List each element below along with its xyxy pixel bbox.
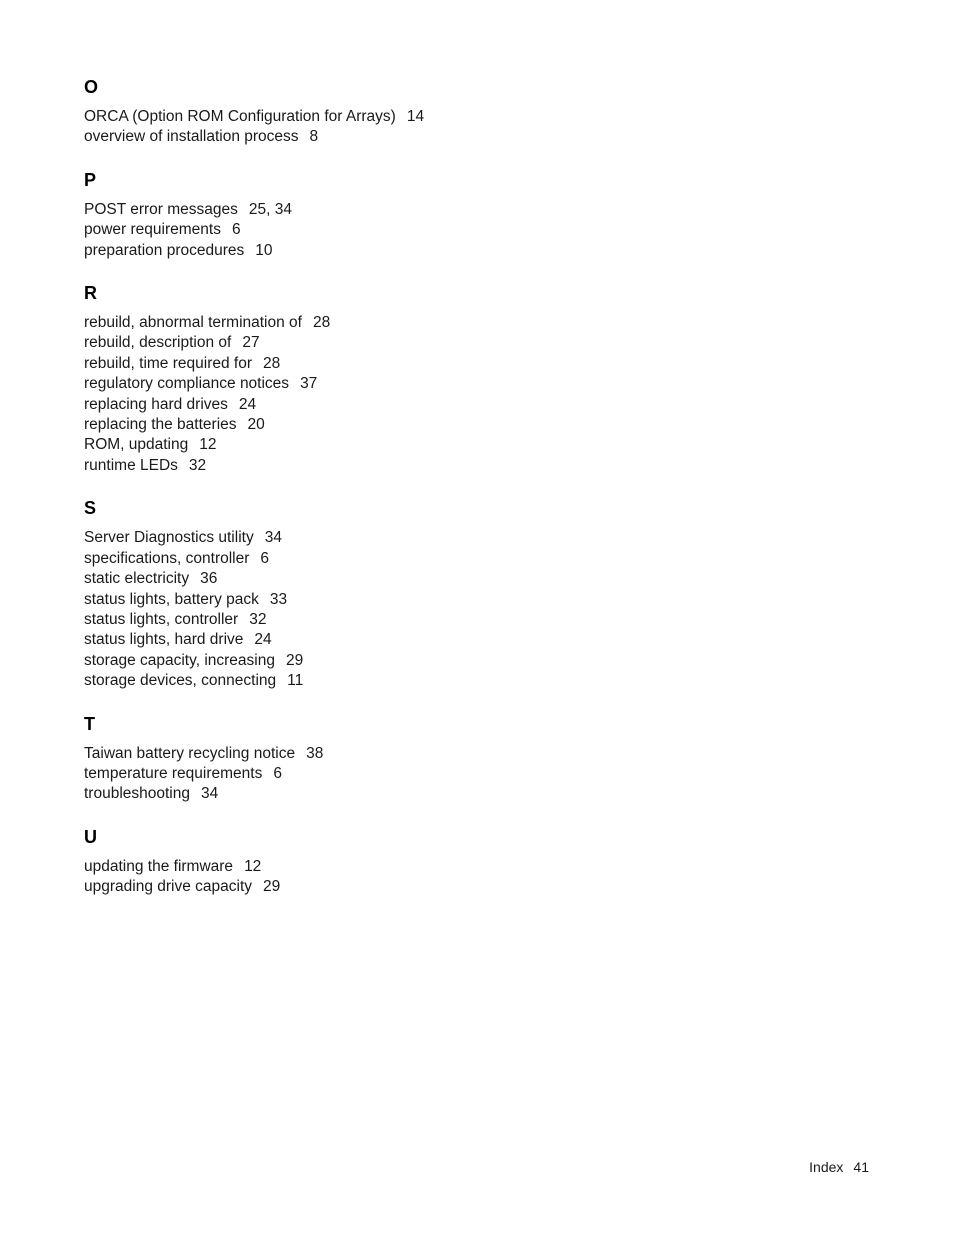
entry-pages: 33 bbox=[269, 590, 288, 608]
index-entry bbox=[84, 610, 684, 630]
index-entry bbox=[84, 107, 684, 127]
entry-term: rebuild, description of bbox=[84, 334, 232, 352]
entry-term: overview of installation process bbox=[84, 128, 299, 146]
entry-term: regulatory compliance notices bbox=[84, 375, 290, 393]
footer-label: Index bbox=[809, 1159, 844, 1175]
entry-term: storage capacity, increasing bbox=[84, 651, 275, 669]
index-entry bbox=[84, 354, 684, 374]
entry-term: replacing the batteries bbox=[84, 416, 237, 434]
entry-pages: 10 bbox=[255, 241, 273, 259]
entry-pages: 37 bbox=[300, 375, 318, 393]
index-entry bbox=[84, 671, 684, 691]
entry-term: POST error messages bbox=[84, 200, 238, 218]
entry-pages: 29 bbox=[263, 878, 281, 896]
page-footer bbox=[809, 1158, 869, 1176]
entry-pages: 34 bbox=[201, 785, 219, 803]
index-section-s bbox=[84, 497, 684, 691]
index-entry bbox=[84, 435, 684, 455]
index-entry bbox=[84, 590, 684, 610]
entry-term: preparation procedures bbox=[84, 241, 245, 259]
entry-pages: 6 bbox=[260, 549, 270, 567]
entry-term: troubleshooting bbox=[84, 785, 190, 803]
entry-term: updating the firmware bbox=[84, 857, 234, 875]
index-entry bbox=[84, 415, 684, 435]
entry-pages: 28 bbox=[263, 354, 281, 372]
entry-term: replacing hard drives bbox=[84, 395, 228, 413]
index-entry bbox=[84, 651, 684, 671]
entry-pages: 32 bbox=[188, 456, 207, 474]
entry-pages: 38 bbox=[306, 744, 324, 762]
index-entry bbox=[84, 764, 684, 784]
index-entry bbox=[84, 549, 684, 569]
index-entry bbox=[84, 528, 684, 548]
entry-pages: 20 bbox=[247, 416, 265, 434]
section-letter: R bbox=[84, 283, 97, 304]
entry-term: ORCA (Option ROM Configuration for Arrays) bbox=[84, 108, 396, 125]
entry-pages: 27 bbox=[242, 334, 260, 352]
index-entry bbox=[84, 744, 684, 764]
index-section-r bbox=[84, 282, 684, 476]
entry-pages: 36 bbox=[200, 570, 218, 588]
entry-pages: 29 bbox=[285, 651, 304, 669]
entry-pages: 32 bbox=[249, 610, 267, 628]
entry-term: status lights, battery pack bbox=[84, 590, 259, 608]
index-entry bbox=[84, 456, 684, 476]
entry-term: temperature requirements bbox=[84, 764, 263, 782]
entry-pages: 6 bbox=[231, 221, 241, 239]
entry-term: status lights, hard drive bbox=[84, 631, 244, 649]
index-section-o bbox=[84, 76, 684, 148]
entry-pages: 8 bbox=[309, 128, 319, 146]
index-content bbox=[84, 76, 684, 919]
entry-term: upgrading drive capacity bbox=[84, 878, 253, 896]
index-entry bbox=[84, 313, 684, 333]
entry-term: Server Diagnostics utility bbox=[84, 529, 254, 547]
index-section-p bbox=[84, 169, 684, 261]
index-section-t bbox=[84, 713, 684, 805]
entry-pages: 14 bbox=[406, 108, 425, 125]
entry-pages: 6 bbox=[273, 764, 282, 782]
entry-term: specifications, controller bbox=[84, 549, 250, 567]
section-letter: T bbox=[84, 713, 95, 734]
section-letter: O bbox=[84, 77, 99, 97]
entry-term: rebuild, abnormal termination of bbox=[84, 314, 302, 332]
index-section-u bbox=[84, 826, 684, 898]
entry-term: runtime LEDs bbox=[84, 456, 178, 474]
index-entry bbox=[84, 241, 684, 261]
entry-term: rebuild, time required for bbox=[84, 354, 252, 372]
index-entry bbox=[84, 784, 684, 804]
index-entry bbox=[84, 220, 684, 240]
index-entry bbox=[84, 630, 684, 650]
entry-pages: 24 bbox=[238, 395, 257, 413]
section-letter: P bbox=[84, 169, 97, 190]
entry-pages: 25, 34 bbox=[248, 200, 293, 218]
entry-term: storage devices, connecting bbox=[84, 672, 277, 690]
index-entry bbox=[84, 127, 684, 147]
index-entry bbox=[84, 877, 684, 897]
index-entry bbox=[84, 857, 684, 877]
index-entry bbox=[84, 569, 684, 589]
entry-pages: 12 bbox=[199, 436, 217, 454]
index-entry bbox=[84, 374, 684, 394]
entry-pages: 11 bbox=[287, 672, 304, 690]
section-letter: U bbox=[84, 826, 97, 847]
entry-term: static electricity bbox=[84, 570, 190, 588]
entry-pages: 28 bbox=[312, 314, 331, 332]
entry-term: power requirements bbox=[84, 221, 221, 239]
index-entry bbox=[84, 395, 684, 415]
entry-pages: 24 bbox=[254, 631, 272, 649]
entry-term: Taiwan battery recycling notice bbox=[84, 744, 296, 762]
entry-pages: 34 bbox=[264, 529, 282, 547]
page-number: 41 bbox=[853, 1159, 869, 1175]
entry-term: status lights, controller bbox=[84, 610, 239, 628]
entry-pages: 12 bbox=[244, 857, 262, 875]
index-entry bbox=[84, 333, 684, 353]
entry-term: ROM, updating bbox=[84, 436, 189, 454]
index-entry bbox=[84, 200, 684, 220]
section-letter: S bbox=[84, 498, 97, 519]
